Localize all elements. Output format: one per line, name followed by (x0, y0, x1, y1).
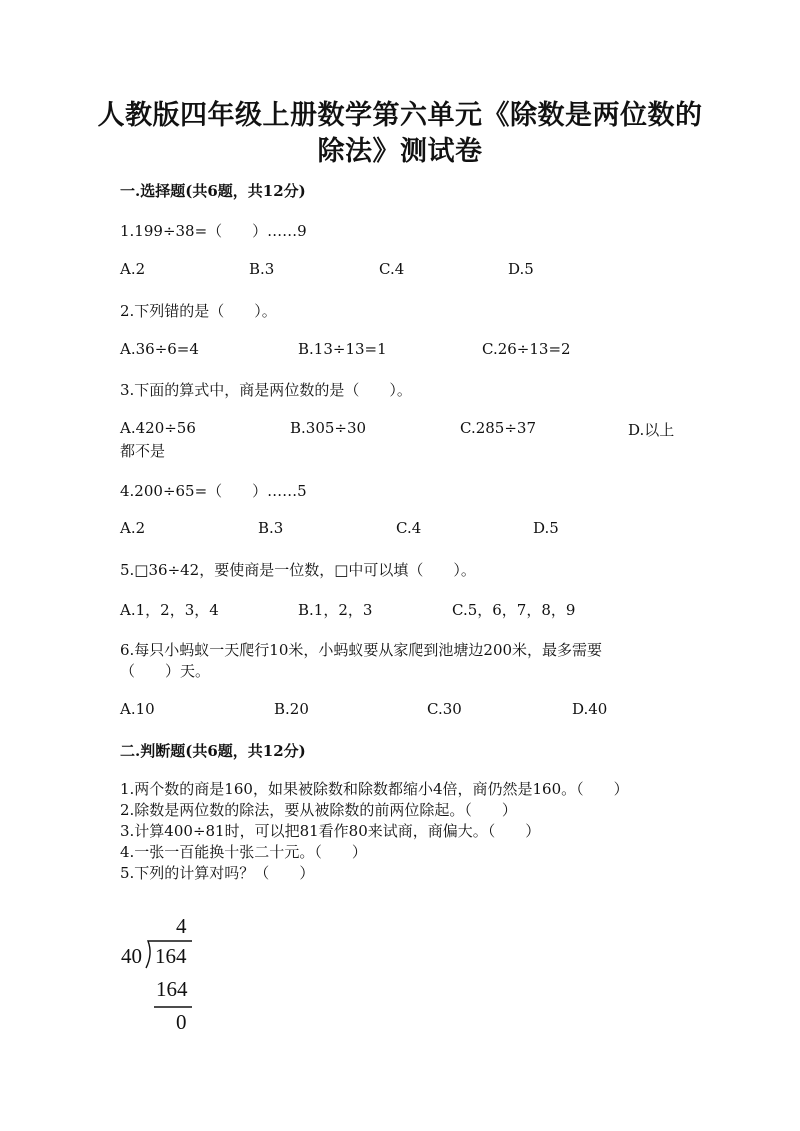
question-3-option-a: A.420÷56 (120, 419, 196, 437)
section1-heading: 一.选择题(共6题，共12分) (120, 182, 306, 200)
long-division-product: 164 (156, 977, 188, 1001)
question-3-option-d: D.以上 (628, 421, 675, 439)
long-division-dividend: 164 (155, 944, 187, 968)
question-2-option-c: C.26÷13=2 (482, 340, 571, 358)
question-2-option-b: B.13÷13=1 (298, 340, 387, 358)
section2-heading: 二.判断题(共6题，共12分) (120, 742, 306, 760)
question-3-stem: 3.下面的算式中，商是两位数的是（ ）。 (120, 381, 412, 399)
question-1-option-c: C.4 (379, 260, 405, 278)
question-5-option-a: A.1，2，3，4 (120, 601, 219, 619)
question-2-option-a: A.36÷6=4 (120, 340, 199, 358)
question-1-stem: 1.199÷38=（ ）……9 (120, 222, 307, 240)
question-1-option-b: B.3 (249, 260, 275, 278)
question-1-option-d: D.5 (508, 260, 534, 278)
judge-item-4: 4.一张一百能换十张二十元。（ ） (120, 843, 367, 861)
question-4-option-d: D.5 (533, 519, 559, 537)
long-division-quotient: 4 (176, 914, 187, 938)
long-division-divisor: 40 (121, 944, 142, 968)
question-6-option-d: D.40 (572, 700, 608, 718)
question-5-option-c: C.5，6，7，8，9 (452, 601, 576, 619)
question-6-option-c: C.30 (427, 700, 462, 718)
question-3-option-b: B.305÷30 (290, 419, 367, 437)
question-5-option-b: B.1，2，3 (298, 601, 373, 619)
judge-item-1: 1.两个数的商是160，如果被除数和除数都缩小4倍，商仍然是160。（ ） (120, 780, 629, 798)
question-3-option-d-wrap: 都不是 (120, 442, 166, 460)
page-title-line2: 除法》测试卷 (317, 136, 483, 167)
question-3-option-c: C.285÷37 (460, 419, 536, 437)
question-4-option-c: C.4 (396, 519, 422, 537)
long-division-subtraction-line (150, 1005, 196, 1009)
judge-item-5: 5.下列的计算对吗？（ ） (120, 864, 315, 882)
page-title-line1: 人教版四年级上册数学第六单元《除数是两位数的 (97, 100, 703, 131)
long-division-remainder: 0 (176, 1010, 187, 1034)
question-6-option-a: A.10 (120, 700, 155, 718)
question-1-option-a: A.2 (120, 260, 146, 278)
judge-item-2: 2.除数是两位数的除法，要从被除数的前两位除起。（ ） (120, 801, 517, 819)
question-6-stem: 6.每只小蚂蚁一天爬行10米，小蚂蚁要从家爬到池塘边200米，最多需要 (120, 641, 603, 659)
question-4-option-b: B.3 (258, 519, 284, 537)
question-4-option-a: A.2 (120, 519, 146, 537)
question-2-stem: 2.下列错的是（ ）。 (120, 302, 277, 320)
question-4-stem: 4.200÷65=（ ）……5 (120, 482, 307, 500)
question-6-option-b: B.20 (274, 700, 309, 718)
question-6-stem-line2: （ ）天。 (120, 662, 211, 680)
question-5-stem: 5.□36÷42，要使商是一位数，□中可以填（ ）。 (120, 561, 476, 579)
judge-item-3: 3.计算400÷81时，可以把81看作80来试商，商偏大。（ ） (120, 822, 541, 840)
